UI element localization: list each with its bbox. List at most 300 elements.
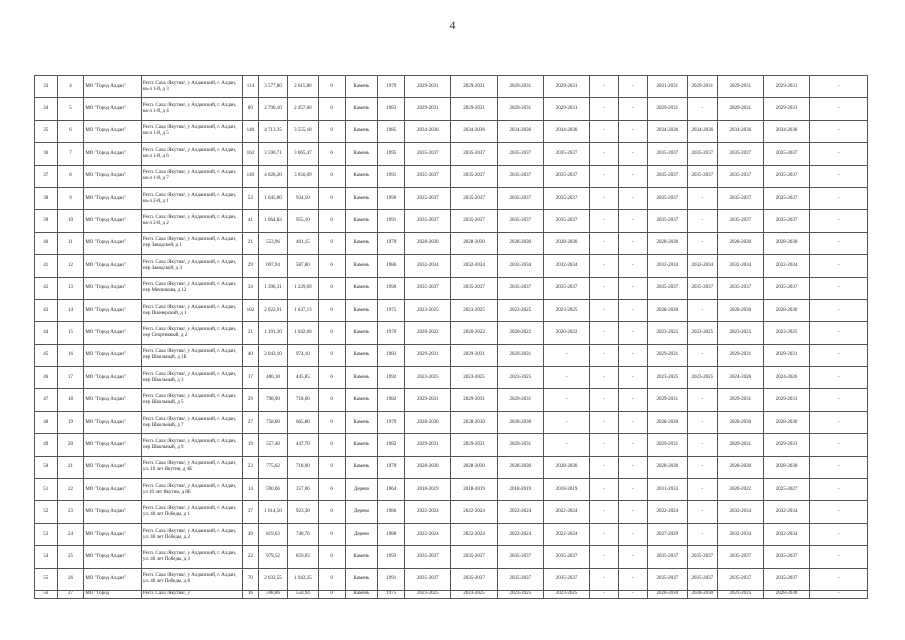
cell-item-number: 7 (57, 143, 84, 165)
cell-living-area: 3 065,47 (287, 143, 318, 165)
cell-note: - (810, 501, 868, 523)
cell-period-9: 2034-2036 (717, 120, 763, 142)
cell-period-3: 2029-2031 (497, 76, 543, 98)
cell-col-8: 0 (318, 232, 345, 254)
cell-row-index: 46 (35, 367, 58, 389)
cell-period-8: 2035-2037 (687, 165, 717, 187)
table-row (35, 479, 868, 501)
cell-period-8: - (687, 210, 717, 232)
cell-period-1: 2022-2024 (405, 501, 451, 523)
cell-period-9: 2020-2022 (717, 479, 763, 501)
cell-period-4: 2018-2019 (543, 479, 589, 501)
cell-period-9: 2032-2034 (717, 255, 763, 277)
cell-build-year: 1975 (378, 590, 405, 598)
cell-owner: МО "Город Алдан" (84, 456, 142, 478)
cell-period-6: - (619, 389, 648, 411)
cell-period-4: - (543, 411, 589, 433)
cell-period-9: 2035-2037 (717, 277, 763, 299)
cell-row-index: 42 (35, 277, 58, 299)
cell-apartments: 114 (242, 76, 258, 98)
cell-period-2: 2035-2037 (451, 187, 497, 209)
cell-period-6: - (619, 143, 648, 165)
cell-period-7: 2029-2031 (647, 98, 687, 120)
cell-owner: МО "Город Алдан" (84, 322, 142, 344)
cell-col-8: 0 (318, 344, 345, 366)
cell-wall-material: Камень (345, 299, 378, 321)
cell-period-3: 2022-2024 (497, 523, 543, 545)
cell-period-6: - (619, 255, 648, 277)
cell-period-8: 2035-2037 (687, 143, 717, 165)
cell-row-index: 54 (35, 546, 58, 568)
cell-period-4: 2028-2030 (543, 232, 589, 254)
cell-wall-material: Дерево (345, 523, 378, 545)
table-row (35, 98, 868, 120)
cell-period-3: 2035-2037 (497, 277, 543, 299)
cell-period-6: - (619, 232, 648, 254)
cell-row-index: 36 (35, 143, 58, 165)
cell-period-10: 2028-2030 (763, 456, 809, 478)
cell-period-1: 2029-2031 (405, 344, 451, 366)
cell-note: - (810, 546, 868, 568)
cell-period-5: - (590, 255, 619, 277)
cell-item-number: 4 (57, 76, 84, 98)
cell-note: - (810, 523, 868, 545)
cell-note: - (810, 98, 868, 120)
cell-period-2: 2022-2024 (451, 523, 497, 545)
cell-period-6: - (619, 501, 648, 523)
cell-period-4: 2035-2037 (543, 165, 589, 187)
cell-period-1: 2035-2037 (405, 210, 451, 232)
cell-apartments: 29 (242, 255, 258, 277)
cell-period-7: 2023-2025 (647, 322, 687, 344)
cell-period-10: 2029-2031 (763, 434, 809, 456)
cell-row-index: 45 (35, 344, 58, 366)
cell-wall-material: Камень (345, 411, 378, 433)
cell-address: Респ. Саха /Якутия/, у Алданский, г. Алдан, ул. 40 лет Победы, д 3 (141, 546, 242, 568)
cell-note: - (810, 232, 868, 254)
cell-period-10: 2029-2031 (763, 389, 809, 411)
cell-owner: МО "Город Алдан" (84, 568, 142, 590)
cell-address: Респ. Саха /Якутия/, у Алданский, г. Алдан, пер Заводской, д 1 (141, 232, 242, 254)
cell-period-8: - (687, 187, 717, 209)
cell-build-year: 1979 (378, 76, 405, 98)
table-row (35, 501, 868, 523)
cell-period-2: 2022-2024 (451, 501, 497, 523)
cell-living-area: 1 042,60 (287, 322, 318, 344)
cell-period-4: 2022-2024 (543, 501, 589, 523)
cell-period-6: - (619, 590, 648, 598)
cell-owner: МО "Город Алдан" (84, 76, 142, 98)
cell-period-3: 2028-2030 (497, 411, 543, 433)
cell-period-10: 2025-2027 (763, 479, 809, 501)
cell-period-7: 2029-2031 (647, 344, 687, 366)
cell-period-5: - (590, 120, 619, 142)
table-row (35, 165, 868, 187)
cell-period-1: 2035-2037 (405, 143, 451, 165)
cell-period-8: 2035-2037 (687, 546, 717, 568)
table-row (35, 120, 868, 142)
cell-row-index: 52 (35, 501, 58, 523)
cell-period-3: 2035-2037 (497, 143, 543, 165)
cell-period-2: 2035-2037 (451, 546, 497, 568)
cell-period-3: 2029-2031 (497, 389, 543, 411)
cell-note: - (810, 277, 868, 299)
cell-apartments: 40 (242, 344, 258, 366)
cell-period-5: - (590, 98, 619, 120)
cell-period-3: 2028-2030 (497, 232, 543, 254)
cell-address: Респ. Саха /Якутия/, у Алданский, г. Алдан, пер Школьный, д 1Б (141, 344, 242, 366)
cell-period-6: - (619, 76, 648, 98)
cell-period-2: 2028-2030 (451, 411, 497, 433)
cell-wall-material: Камень (345, 389, 378, 411)
cell-apartments: 21 (242, 232, 258, 254)
cell-col-8: 0 (318, 322, 345, 344)
cell-apartments: 102 (242, 299, 258, 321)
cell-period-4: 2023-2025 (543, 299, 589, 321)
cell-period-7: 2028-2030 (647, 456, 687, 478)
cell-period-5: - (590, 187, 619, 209)
cell-col-8: 0 (318, 501, 345, 523)
cell-owner: МО "Город Алдан" (84, 255, 142, 277)
cell-total-area: 1 064,83 (259, 210, 288, 232)
cell-item-number: 21 (57, 456, 84, 478)
cell-col-8: 0 (318, 411, 345, 433)
cell-address: Респ. Саха /Якутия/, у Алданский, г. Алдан, пер Школьный, д 3 (141, 367, 242, 389)
cell-note: - (810, 76, 868, 98)
cell-period-2: 2034-2036 (451, 120, 497, 142)
cell-note: - (810, 367, 868, 389)
cell-period-6: - (619, 98, 648, 120)
cell-row-index: 38 (35, 187, 58, 209)
cell-period-6: - (619, 210, 648, 232)
cell-item-number: 18 (57, 389, 84, 411)
cell-period-2: 2029-2031 (451, 98, 497, 120)
cell-period-1: 2028-2030 (405, 411, 451, 433)
cell-period-4: 2028-2030 (543, 456, 589, 478)
cell-row-index: 49 (35, 434, 58, 456)
cell-address: Респ. Саха /Якутия/, у Алданский, г. Алдан, ул. 40 лет Победы, д 1 (141, 501, 242, 523)
cell-build-year: 1993 (378, 546, 405, 568)
cell-total-area: 480,18 (259, 367, 288, 389)
cell-period-9: 2029-2031 (717, 98, 763, 120)
cell-item-number: 8 (57, 165, 84, 187)
cell-item-number: 27 (57, 590, 84, 598)
cell-owner: МО "Город (84, 590, 142, 598)
cell-period-1: 2035-2037 (405, 187, 451, 209)
cell-period-8: 2028-2030 (687, 590, 717, 598)
cell-total-area: 4 026,20 (259, 165, 288, 187)
cell-period-9: 2035-2037 (717, 187, 763, 209)
cell-wall-material: Дерево (345, 501, 378, 523)
table-row (35, 255, 868, 277)
cell-period-7: 2028-2030 (647, 232, 687, 254)
cell-living-area: 445,85 (287, 367, 318, 389)
cell-period-2: 2023-2025 (451, 367, 497, 389)
cell-item-number: 15 (57, 322, 84, 344)
cell-total-area: 557,40 (259, 434, 288, 456)
cell-col-8: 0 (318, 434, 345, 456)
cell-period-3: 2035-2037 (497, 568, 543, 590)
cell-wall-material: Камень (345, 165, 378, 187)
cell-note: - (810, 210, 868, 232)
cell-note: - (810, 434, 868, 456)
cell-note: - (810, 120, 868, 142)
cell-owner: МО "Город Алдан" (84, 143, 142, 165)
cell-total-area: 775,62 (259, 456, 288, 478)
cell-living-area: 974,10 (287, 344, 318, 366)
cell-item-number: 19 (57, 411, 84, 433)
cell-address: Респ. Саха /Якутия/, у Алданский, г. Алдан, пер Заводской, д 3 (141, 255, 242, 277)
cell-total-area: 758,60 (259, 411, 288, 433)
cell-col-8: 0 (318, 120, 345, 142)
cell-period-6: - (619, 299, 648, 321)
cell-period-1: 2035-2037 (405, 568, 451, 590)
cell-period-4: 2029-2031 (543, 76, 589, 98)
cell-period-3: 2023-2025 (497, 367, 543, 389)
cell-build-year: 1979 (378, 232, 405, 254)
cell-address: Респ. Саха /Якутия/, у Алданский, г. Алдан, пер Школьный, д 5 (141, 389, 242, 411)
cell-owner: МО "Город Алдан" (84, 546, 142, 568)
cell-period-3: 2020-2022 (497, 322, 543, 344)
cell-note: - (810, 456, 868, 478)
cell-period-4: 2029-2031 (543, 98, 589, 120)
cell-wall-material: Камень (345, 255, 378, 277)
cell-period-3: 2035-2037 (497, 546, 543, 568)
cell-address: Респ. Саха /Якутия/, у Алданский, г. Алдан, ул 10 лет Якутии, д 8Б (141, 479, 242, 501)
cell-period-2: 2029-2031 (451, 76, 497, 98)
cell-period-4: 2035-2037 (543, 568, 589, 590)
cell-period-8: - (687, 232, 717, 254)
cell-col-8: 0 (318, 210, 345, 232)
cell-period-8: 2034-2036 (687, 120, 717, 142)
cell-build-year: 1982 (378, 434, 405, 456)
cell-period-3: 2023-2025 (497, 299, 543, 321)
cell-period-6: - (619, 546, 648, 568)
table-row (35, 434, 868, 456)
cell-period-7: 2035-2037 (647, 187, 687, 209)
cell-period-9: 2024-2026 (717, 367, 763, 389)
cell-period-8: - (687, 411, 717, 433)
cell-col-8: 0 (318, 590, 345, 598)
cell-total-area: 4 713,35 (259, 120, 288, 142)
cell-note: - (810, 299, 868, 321)
cell-period-1: 2028-2030 (405, 232, 451, 254)
cell-total-area: 1 045,00 (259, 187, 288, 209)
cell-period-2: 2023-2025 (451, 299, 497, 321)
cell-period-9: 2023-2025 (717, 322, 763, 344)
cell-build-year: 1975 (378, 299, 405, 321)
cell-note: - (810, 322, 868, 344)
cell-period-5: - (590, 165, 619, 187)
cell-col-8: 0 (318, 479, 345, 501)
cell-address: Респ. Саха /Якутия/, у Алданский, г. Алдан, кв-л 1-й, д 5 (141, 120, 242, 142)
cell-period-5: - (590, 456, 619, 478)
cell-period-10: 2032-2034 (763, 501, 809, 523)
cell-item-number: 10 (57, 210, 84, 232)
cell-wall-material: Камень (345, 568, 378, 590)
cell-item-number: 11 (57, 232, 84, 254)
cell-apartments: 17 (242, 367, 258, 389)
cell-address: Респ. Саха /Якутия/, у Алданский, г. Алдан, кв-л 1-й, д 4 (141, 98, 242, 120)
cell-total-area: 979,52 (259, 546, 288, 568)
cell-col-8: 0 (318, 187, 345, 209)
cell-address: Респ. Саха /Якутия/, у Алданский, г. Алдан, пер Школьный, д 7 (141, 411, 242, 433)
cell-apartments: 140 (242, 120, 258, 142)
cell-period-1: 2023-2025 (405, 367, 451, 389)
cell-period-7: 2027-2029 (647, 523, 687, 545)
cell-col-8: 0 (318, 299, 345, 321)
cell-wall-material: Камень (345, 456, 378, 478)
table-row (35, 210, 868, 232)
cell-period-8: - (687, 344, 717, 366)
cell-address: Респ. Саха /Якутия/, у Алданский, г. Алдан, кв-л 1-й, д 7 (141, 165, 242, 187)
cell-apartments: 14 (242, 479, 258, 501)
cell-period-10: 2024-2026 (763, 367, 809, 389)
cell-apartments: 22 (242, 546, 258, 568)
cell-apartments: 70 (242, 568, 258, 590)
cell-living-area: 934,50 (287, 187, 318, 209)
cell-note: - (810, 568, 868, 590)
cell-period-6: - (619, 277, 648, 299)
cell-period-6: - (619, 187, 648, 209)
cell-total-area: 3 577,80 (259, 76, 288, 98)
table-row (35, 143, 868, 165)
cell-period-6: - (619, 322, 648, 344)
cell-wall-material: Камень (345, 76, 378, 98)
cell-build-year: 1979 (378, 456, 405, 478)
cell-build-year: 1979 (378, 411, 405, 433)
cell-build-year: 1964 (378, 479, 405, 501)
cell-period-2: 2035-2037 (451, 568, 497, 590)
cell-period-4: 2023-2025 (543, 590, 589, 598)
cell-living-area: 740,76 (287, 523, 318, 545)
cell-period-2: 2029-2031 (451, 344, 497, 366)
cell-period-1: 2035-2037 (405, 165, 451, 187)
cell-period-6: - (619, 456, 648, 478)
cell-col-8: 0 (318, 456, 345, 478)
cell-period-9: 2035-2037 (717, 568, 763, 590)
cell-owner: МО "Город Алдан" (84, 389, 142, 411)
cell-col-8: 0 (318, 523, 345, 545)
cell-period-2: 2028-2030 (451, 232, 497, 254)
cell-period-3: 2032-2034 (497, 255, 543, 277)
cell-item-number: 13 (57, 277, 84, 299)
cell-row-index: 51 (35, 479, 58, 501)
cell-period-10: 2028-2030 (763, 590, 809, 598)
cell-period-4: - (543, 344, 589, 366)
cell-apartments: 162 (242, 143, 258, 165)
cell-period-5: - (590, 523, 619, 545)
cell-period-2: 2032-2034 (451, 255, 497, 277)
cell-period-7: 2035-2037 (647, 143, 687, 165)
cell-owner: МО "Город Алдан" (84, 120, 142, 142)
cell-period-10: 2028-2030 (763, 299, 809, 321)
cell-address: Респ. Саха /Якутия/, у Алданский, г. Алдан, пер Пионерский, д 1 (141, 299, 242, 321)
cell-apartments: 149 (242, 165, 258, 187)
cell-period-7: 2035-2037 (647, 277, 687, 299)
cell-period-3: 2028-2030 (497, 456, 543, 478)
cell-period-10: 2029-2031 (763, 344, 809, 366)
cell-item-number: 25 (57, 546, 84, 568)
cell-period-5: - (590, 367, 619, 389)
cell-row-index: 39 (35, 210, 58, 232)
cell-period-10: 2035-2037 (763, 165, 809, 187)
cell-build-year: 1983 (378, 98, 405, 120)
cell-note: - (810, 187, 868, 209)
cell-period-7: 2035-2037 (647, 546, 687, 568)
cell-period-7: 2034-2036 (647, 120, 687, 142)
table-row (35, 299, 868, 321)
cell-total-area: 2 043,10 (259, 344, 288, 366)
cell-period-9: 2029-2031 (717, 344, 763, 366)
cell-period-8: - (687, 479, 717, 501)
cell-wall-material: Камень (345, 187, 378, 209)
cell-period-5: - (590, 232, 619, 254)
cell-period-8: 2023-2025 (687, 367, 717, 389)
cell-row-index: 55 (35, 568, 58, 590)
cell-row-index: 47 (35, 389, 58, 411)
cell-row-index: 43 (35, 299, 58, 321)
cell-wall-material: Камень (345, 434, 378, 456)
cell-period-4: 2035-2037 (543, 143, 589, 165)
cell-living-area: 401,15 (287, 232, 318, 254)
cell-period-7: 2035-2037 (647, 210, 687, 232)
cell-apartments: 34 (242, 277, 258, 299)
cell-period-8: - (687, 523, 717, 545)
cell-col-8: 0 (318, 277, 345, 299)
cell-owner: МО "Город Алдан" (84, 479, 142, 501)
cell-owner: МО "Город Алдан" (84, 299, 142, 321)
cell-living-area: 550,94 (287, 590, 318, 598)
cell-owner: МО "Город Алдан" (84, 232, 142, 254)
cell-period-10: 2032-2034 (763, 255, 809, 277)
cell-period-3: 2023-2025 (497, 590, 543, 598)
cell-col-8: 0 (318, 255, 345, 277)
cell-total-area: 2 022,91 (259, 299, 288, 321)
cell-period-2: 2029-2031 (451, 389, 497, 411)
cell-total-area: 697,94 (259, 255, 288, 277)
cell-owner: МО "Город Алдан" (84, 523, 142, 545)
cell-item-number: 6 (57, 120, 84, 142)
cell-owner: МО "Город Алдан" (84, 344, 142, 366)
cell-address: Респ. Саха /Якутия/, у Алданский, г. Алдан, ул. 40 лет Победы, д 8 (141, 568, 242, 590)
cell-owner: МО "Город Алдан" (84, 501, 142, 523)
cell-item-number: 17 (57, 367, 84, 389)
cell-period-5: - (590, 479, 619, 501)
cell-period-9: 2029-2031 (717, 389, 763, 411)
cell-col-8: 0 (318, 165, 345, 187)
cell-build-year: 1991 (378, 210, 405, 232)
cell-period-7: 2029-2031 (647, 389, 687, 411)
cell-living-area: 859,03 (287, 546, 318, 568)
cell-living-area: 665,80 (287, 411, 318, 433)
cell-period-9: 2035-2037 (717, 210, 763, 232)
cell-apartments: 49 (242, 523, 258, 545)
cell-period-1: 2029-2031 (405, 389, 451, 411)
cell-row-index: 41 (35, 255, 58, 277)
cell-period-10: 2034-2036 (763, 120, 809, 142)
cell-period-10: 2035-2037 (763, 210, 809, 232)
cell-build-year: 1992 (378, 367, 405, 389)
cell-apartments: 37 (242, 501, 258, 523)
cell-period-4: 2035-2037 (543, 546, 589, 568)
cell-apartments: 29 (242, 389, 258, 411)
cell-living-area: 1 637,13 (287, 299, 318, 321)
cell-period-5: - (590, 210, 619, 232)
cell-living-area: 3 555,18 (287, 120, 318, 142)
cell-living-area: 357,06 (287, 479, 318, 501)
cell-period-5: - (590, 322, 619, 344)
